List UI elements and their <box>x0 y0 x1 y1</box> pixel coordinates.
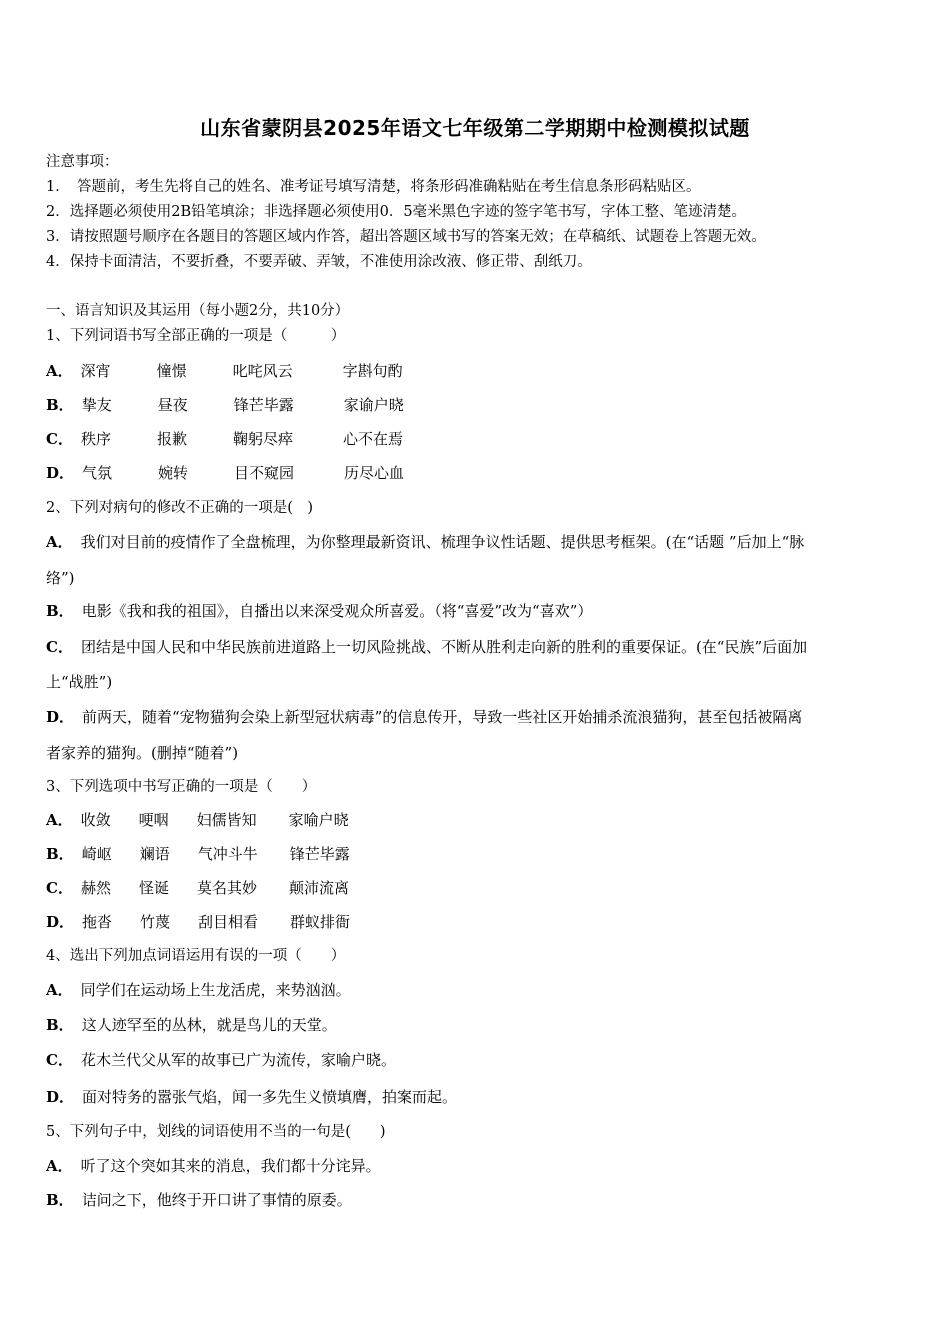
option-word: 历尽心血 <box>344 464 405 482</box>
option-word: 竹蔑 <box>140 913 171 931</box>
option-letter: A． <box>46 362 73 380</box>
option-word: 秩序 <box>80 430 111 448</box>
notice-item: 4．保持卡面清洁，不要折叠，不要弄破、弄皱，不准使用涂改液、修正带、刮纸刀。 <box>46 254 592 270</box>
option-word: 憧憬 <box>156 362 187 380</box>
option-row <box>46 912 350 932</box>
option-word: 婉转 <box>158 464 189 482</box>
option-letter: C． <box>46 1051 73 1069</box>
option-letter: A． <box>46 811 73 829</box>
option-word: 昼夜 <box>157 396 188 414</box>
option-row <box>46 810 349 830</box>
option-row <box>46 878 349 898</box>
option-row <box>46 361 403 381</box>
option-letter: C． <box>46 638 73 656</box>
option-letter: A． <box>46 533 73 551</box>
option-row <box>46 463 404 483</box>
option-word: 家谕户晓 <box>343 396 404 414</box>
option-word: 挚友 <box>81 396 112 414</box>
option-word: 目不窥园 <box>234 464 295 482</box>
option-word: 群蚁排衙 <box>290 913 351 931</box>
option-continuation: 络”) <box>46 569 75 587</box>
option-row <box>46 395 404 415</box>
option-text: 花木兰代父从军的故事已广为流传，家喻户晓。 <box>80 1051 396 1069</box>
option-row <box>46 1190 352 1210</box>
option-word: 鞠躬尽瘁 <box>232 430 293 448</box>
notice-heading: 注意事项： <box>46 154 119 170</box>
option-row <box>46 844 350 864</box>
option-letter: B． <box>46 845 74 863</box>
option-continuation: 者家养的猫狗。(删掉“随着”) <box>46 744 239 762</box>
option-letter: B． <box>46 1191 74 1209</box>
question-stem: 5、下列句子中，划线的词语使用不当的一句是( ) <box>46 1124 386 1140</box>
option-row <box>46 637 807 657</box>
section-heading: 一、语言知识及其运用（每小题2分，共10分） <box>46 303 350 319</box>
question-stem: 1、下列词语书写全部正确的一项是（ ） <box>46 328 346 344</box>
option-letter: A． <box>46 981 73 999</box>
option-letter: C． <box>46 430 73 448</box>
option-letter: D． <box>46 1088 75 1106</box>
option-text: 听了这个突如其来的消息，我们都十分诧异。 <box>80 1157 381 1175</box>
option-letter: A． <box>46 1157 73 1175</box>
option-word: 拖沓 <box>82 913 113 931</box>
notice-item: 1． 答题前，考生先将自己的姓名、准考证号填写清楚，将条形码准确粘贴在考生信息条形码粘贴区。 <box>46 179 701 195</box>
option-text: 电影《我和我的祖国》，自播出以来深受观众所喜爱。（将“喜爱”改为“喜欢”） <box>81 602 593 620</box>
option-word: 崎岖 <box>81 845 112 863</box>
option-word: 气氛 <box>82 464 113 482</box>
option-letter: D． <box>46 464 75 482</box>
option-text: 我们对目前的疫情作了全盘梳理，为你整理最新资讯、梳理争议性话题、提供思考框架。(在“话题 ”后加上“脉 <box>80 533 805 551</box>
option-row <box>46 980 351 1000</box>
option-row <box>46 429 403 449</box>
option-word: 深宵 <box>80 362 111 380</box>
option-letter: D． <box>46 708 75 726</box>
option-word: 哽咽 <box>138 811 169 829</box>
option-letter: B． <box>46 396 74 414</box>
notice-item: 2．选择题必须使用2B铅笔填涂；非选择题必须使用0．5毫米黑色字迹的签字笔书写，字体工整、笔迹清楚。 <box>46 204 747 220</box>
question-stem: 3、下列选项中书写正确的一项是（ ） <box>46 779 317 795</box>
option-word: 锋芒毕露 <box>233 396 294 414</box>
option-word: 赫然 <box>80 879 111 897</box>
option-text: 这人迹罕至的丛林，就是鸟儿的天堂。 <box>81 1016 337 1034</box>
option-word: 怪诞 <box>138 879 169 897</box>
notice-item: 3．请按照题号顺序在各题目的答题区域内作答，超出答题区域书写的答案无效；在草稿纸、试题卷上答题无效。 <box>46 229 766 245</box>
option-continuation: 上“战胜”) <box>46 673 113 691</box>
question-stem: 4、选出下列加点词语运用有误的一项（ ） <box>46 948 346 964</box>
option-row <box>46 1156 381 1176</box>
option-text: 前两天，随着“宠物猫狗会染上新型冠状病毒”的信息传开，导致一些社区开始捕杀流浪猫狗，甚至包括被隔离 <box>82 708 803 726</box>
question-stem: 2、下列对病句的修改不正确的一项是( ) <box>46 500 314 516</box>
option-word: 斓语 <box>139 845 170 863</box>
option-word: 颠沛流离 <box>288 879 349 897</box>
option-word: 莫名其妙 <box>196 879 257 897</box>
option-word: 叱咤风云 <box>232 362 293 380</box>
option-text: 团结是中国人民和中华民族前进道路上一切风险挑战、不断从胜利走向新的胜利的重要保证。(在“民族”后面加 <box>80 638 808 656</box>
page-title: 山东省蒙阴县2025年语文七年级第二学期期中检测模拟试题 <box>200 116 750 140</box>
option-text: 诘问之下，他终于开口讲了事情的原委。 <box>81 1191 352 1209</box>
option-word: 刮目相看 <box>198 913 259 931</box>
option-word: 家喻户晓 <box>288 811 349 829</box>
option-row <box>46 1087 457 1107</box>
option-word: 报歉 <box>156 430 187 448</box>
option-text: 面对特务的嚣张气焰，闻一多先生义愤填膺，拍案而起。 <box>82 1088 458 1106</box>
option-row <box>46 601 592 621</box>
option-row <box>46 532 804 552</box>
option-word: 锋芒毕露 <box>289 845 350 863</box>
option-letter: C． <box>46 879 73 897</box>
option-word: 字斟句酌 <box>342 362 403 380</box>
option-row <box>46 707 802 727</box>
option-word: 妇儒皆知 <box>196 811 257 829</box>
option-row <box>46 1015 337 1035</box>
option-letter: B． <box>46 1016 74 1034</box>
option-word: 心不在焉 <box>342 430 403 448</box>
option-text: 同学们在运动场上生龙活虎，来势汹汹。 <box>80 981 351 999</box>
option-word: 收敛 <box>80 811 111 829</box>
option-letter: D． <box>46 913 75 931</box>
option-word: 气冲斗牛 <box>197 845 258 863</box>
option-letter: B． <box>46 602 74 620</box>
option-row <box>46 1050 396 1070</box>
